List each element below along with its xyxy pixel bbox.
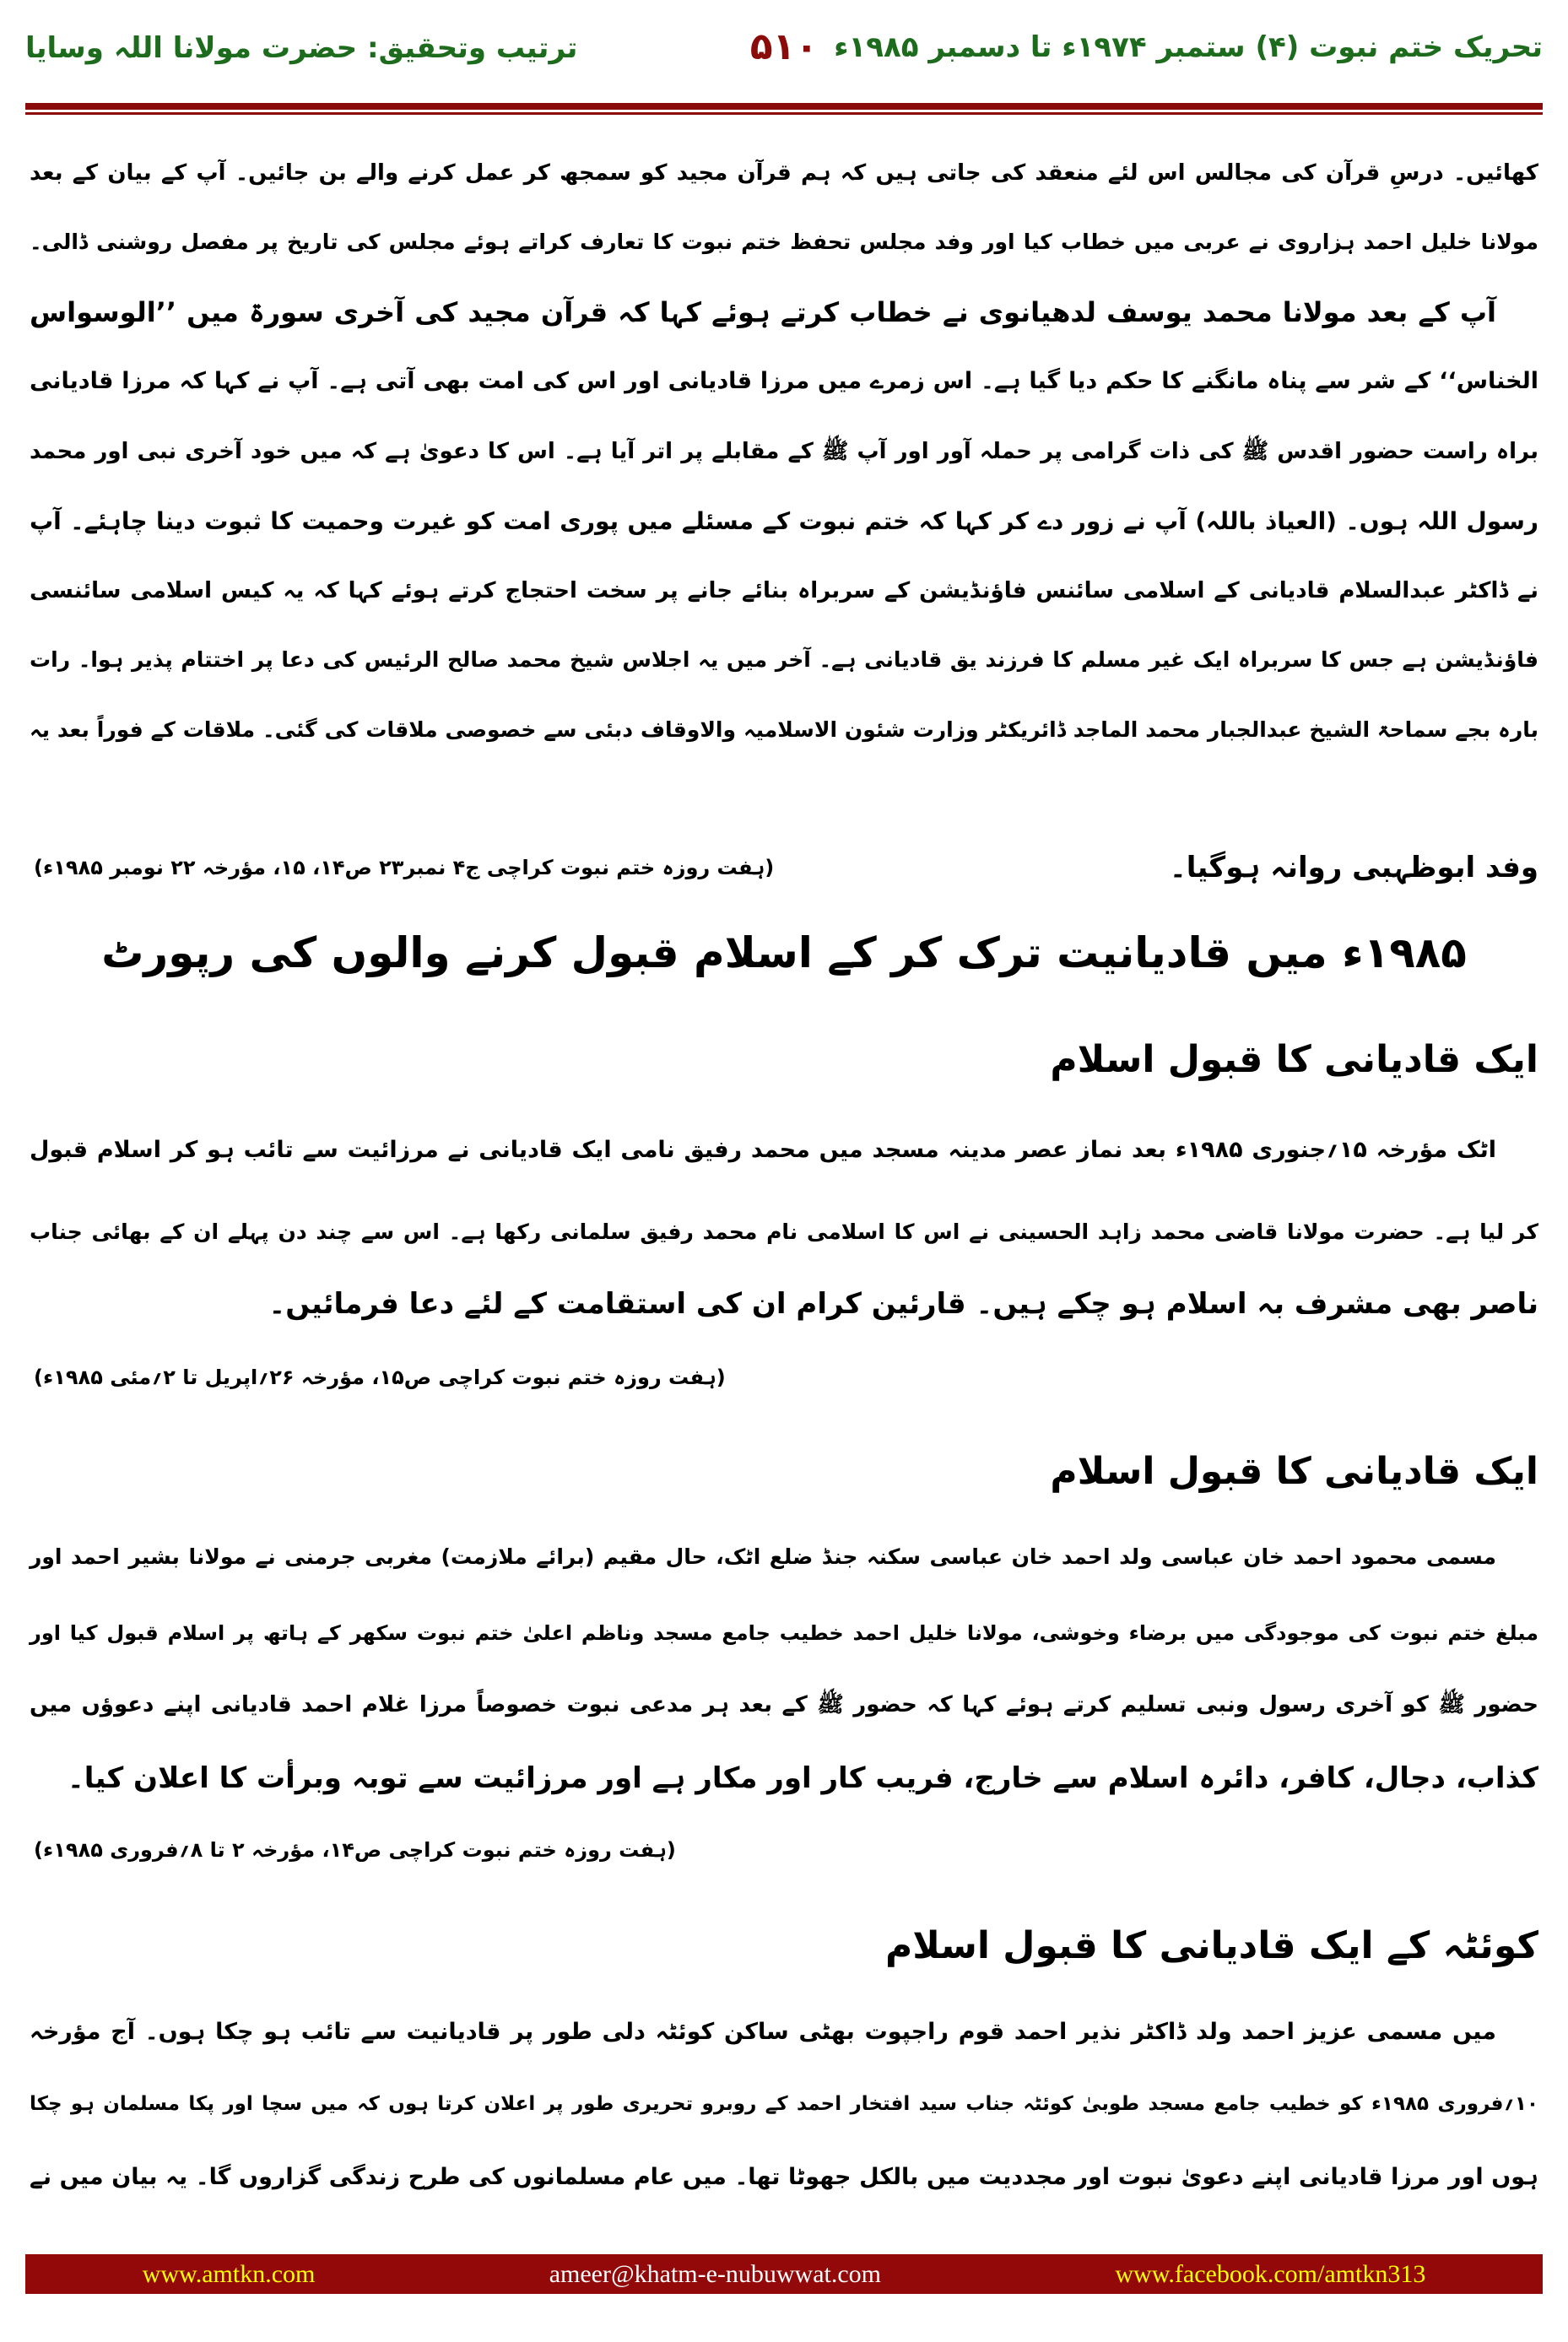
footer-bar [25, 2254, 1543, 2294]
text-line: کھائیں۔ درسِ قرآن کی مجالس اس لئے منعقد کی جاتی ہیں کہ ہم قرآن مجید کو سمجھ کر عمل کرنے والے بن جائیں۔ آپ کے بیان کے بعد [30, 160, 1538, 186]
main-heading: ۱۹۸۵ء میں قادیانیت ترک کر کے اسلام قبول کرنے والوں کی رپورٹ [101, 928, 1467, 977]
text-line: میں مسمی عزیز احمد ولد ڈاکٹر نذیر احمد قوم راجپوت بھٹی ساکن کوئٹہ دلی طور پر قادیانیت سے تائب ہو چکا ہوں۔ آج مؤرخہ [30, 2019, 1496, 2045]
website-link[interactable]: www.amtkn.com [142, 2259, 316, 2288]
text-line: بارہ بجے سماحۃ الشیخ عبدالجبار محمد الماجد ڈائریکٹر وزارت شئون الاسلامیہ والاوقاف دبئی سے خصوصی ملاقات کی گئی۔ ملاقات کے فوراً بعد یہ [30, 717, 1538, 742]
text-line: کذاب، دجال، کافر، دائرہ اسلام سے خارج، فریب کار اور مکار ہے اور مرزائیت سے توبہ وبرأت کا اعلان کیا۔ [67, 1761, 1538, 1795]
citation: (ہفت روزہ ختم نبوت کراچی ص۱۴، مؤرخہ ۲ تا ۸؍فروری ۱۹۸۵ء) [34, 1838, 676, 1862]
text-line: ہوں اور مرزا قادیانی اپنے دعویٰ نبوت اور مجددیت میں بالکل جھوٹا تھا۔ میں عام مسلمانوں کی طرح زندگی گزاروں گا۔ یہ بیان میں نے [30, 2164, 1538, 2190]
text-line: آپ کے بعد مولانا محمد یوسف لدھیانوی نے خطاب کرتے ہوئے کہا کہ قرآن مجید کی آخری سورۃ میں ’’الوسواس [30, 296, 1496, 328]
text-line: مبلغ ختم نبوت کی موجودگی میں برضاء وخوشی، مولانا خلیل احمد خطیب جامع مسجد وناظم اعلیٰ ختم نبوت سکھر کے ہاتھ پر اسلام قبول کیا اور [30, 1621, 1538, 1645]
text-line: کر لیا ہے۔ حضرت مولانا قاضی محمد زاہد الحسینی نے اس کا اسلامی نام محمد رفیق سلمانی رکھا ہے۔ اس سے چند دن پہلے ان کے بھائی جناب [30, 1220, 1538, 1244]
text-line: نے ڈاکٹر عبدالسلام قادیانی کے اسلامی سائنس فاؤنڈیشن کے سربراہ بنائے جانے پر سخت احتجاج کرتے ہوئے کہا کہ یہ کیس اسلامی سائنسی [30, 578, 1538, 603]
section-heading: ایک قادیانی کا قبول اسلام [1050, 1038, 1538, 1081]
text-line: ناصر بھی مشرف بہ اسلام ہو چکے ہیں۔ قارئین کرام ان کی استقامت کے لئے دعا فرمائیں۔ [268, 1287, 1538, 1321]
header-divider-thin [25, 112, 1543, 115]
text-line: ۱۰؍فروری ۱۹۸۵ء کو خطیب جامع مسجد طوبیٰ کوئٹہ جناب سید افتخار احمد کے روبرو تحریری طور پر اعلان کرتا ہوں کہ میں سچا اور پکا مسلمان ہو چکا [30, 2093, 1538, 2115]
citation: (ہفت روزہ ختم نبوت کراچی ج۴ نمبر۲۳ ص۱۴، ۱۵، مؤرخہ ۲۲ نومبر ۱۹۸۵ء) [34, 856, 775, 879]
text-line: الخناس‘‘ کے شر سے پناہ مانگنے کا حکم دیا گیا ہے۔ اس زمرے میں مرزا قادیانی اور اس کی امت بھی آتی ہے۔ آپ نے کہا کہ مرزا قادیانی [30, 368, 1538, 394]
text-line: مسمی محمود احمد خان عباسی ولد احمد خان عباسی سکنہ جنڈ ضلع اٹک، حال مقیم (برائے ملازمت) مغربی جرمنی نے مولانا بشیر احمد اور [30, 1544, 1496, 1569]
page-number: ۵۱۰ [749, 25, 819, 68]
text-line: براہ راست حضور اقدس ﷺ کی ذات گرامی پر حملہ آور اور آپ ﷺ کے مقابلے پر اتر آیا ہے۔ اس کا دعویٰ ہے کہ میں خود آخری نبی اور محمد [30, 439, 1538, 464]
section-heading: کوئٹہ کے ایک قادیانی کا قبول اسلام [884, 1924, 1538, 1967]
book-title: تحریک ختم نبوت (۴) ستمبر ۱۹۷۴ء تا دسمبر ۱۹۸۵ء [834, 30, 1543, 64]
text-line: رسول اللہ ہوں۔ (العیاذ باللہ) آپ نے زور دے کر کہا کہ ختم نبوت کے مسئلے میں پوری امت کو غیرت وحمیت کا ثبوت دینا چاہئے۔ آپ [30, 507, 1538, 535]
email-link[interactable]: ameer@khatm-e-nubuwwat.com [549, 2259, 882, 2288]
compiler-credit: ترتیب وتحقیق: حضرت مولانا اللہ وسایا [25, 31, 578, 65]
text-line: وفد ابوظہبی روانہ ہوگیا۔ [1169, 851, 1538, 884]
text-line: اٹک مؤرخہ ۱۵؍جنوری ۱۹۸۵ء بعد نماز عصر مدینہ مسجد میں محمد رفیق نامی ایک قادیانی نے مرزائیت سے تائب ہو کر اسلام قبول [30, 1137, 1496, 1163]
header-divider [25, 103, 1543, 110]
text-line: مولانا خلیل احمد ہزاروی نے عربی میں خطاب کیا اور وفد مجلس تحفظ ختم نبوت کا تعارف کراتے ہوئے مجلس کی تاریخ پر مفصل روشنی ڈالی۔ [30, 230, 1538, 254]
facebook-link[interactable]: www.facebook.com/amtkn313 [1115, 2259, 1426, 2288]
citation: (ہفت روزہ ختم نبوت کراچی ص۱۵، مؤرخہ ۲۶؍اپریل تا ۲؍مئی ۱۹۸۵ء) [34, 1366, 726, 1389]
section-heading: ایک قادیانی کا قبول اسلام [1050, 1450, 1538, 1493]
text-line: فاؤنڈیشن ہے جس کا سربراہ ایک غیر مسلم کا فرزند یق قادیانی ہے۔ آخر میں یہ اجلاس شیخ محمد صالح الرئیس کی دعا پر اختتام پذیر ہوا۔ رات [30, 647, 1538, 672]
text-line: حضور ﷺ کو آخری رسول ونبی تسلیم کرتے ہوئے کہا کہ حضور ﷺ کے بعد ہر مدعی نبوت خصوصاً مرزا غلام احمد قادیانی اپنے دعوؤں میں [30, 1692, 1538, 1717]
